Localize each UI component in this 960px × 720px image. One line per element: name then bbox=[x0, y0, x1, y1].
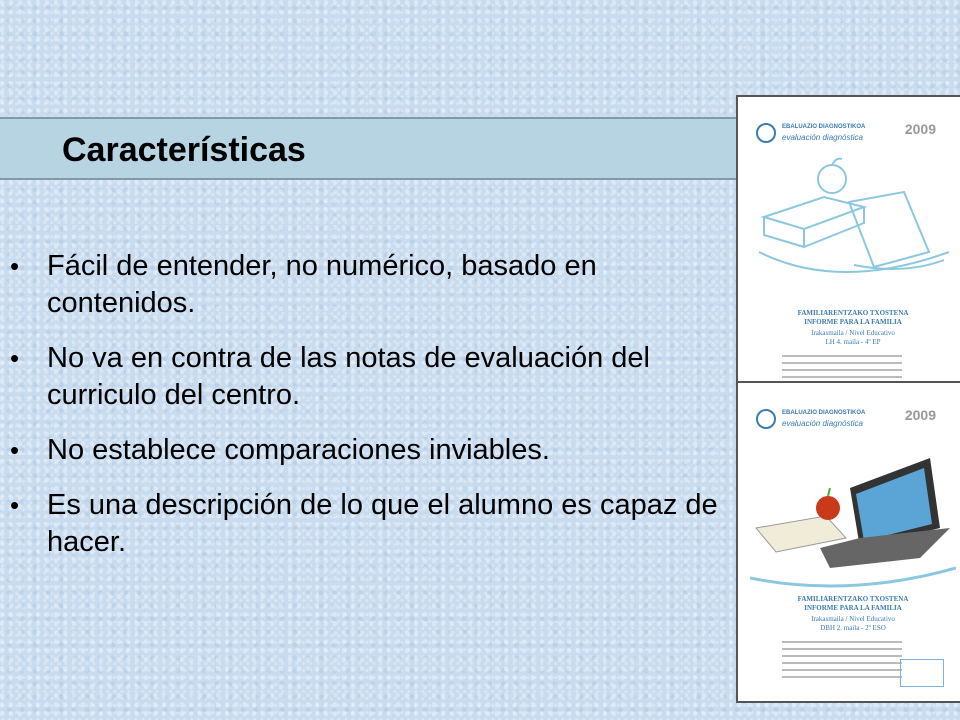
logo: EBALUAZIO DIAGNOSTIKOA evaluación diagnóstica bbox=[756, 409, 876, 431]
laptop-apple-illustration bbox=[750, 438, 956, 588]
label-box bbox=[900, 659, 944, 687]
bullet-icon: • bbox=[10, 490, 20, 520]
report-cover-2009-primary: EBALUAZIO DIAGNOSTIKOA evaluación diagnóstica 2009 FAMILIARENTZAKO TXOSTENA INFORME PARA LA FAMILIA Irakasmaila / Nivel Educativo LH 4. maila - 4º EP bbox=[736, 95, 960, 415]
books-apple-illustration bbox=[754, 157, 954, 287]
bullet-icon: • bbox=[10, 251, 20, 281]
bullet-item: • No establece comparaciones inviables. bbox=[0, 432, 720, 469]
cover-year: 2009 bbox=[904, 121, 936, 137]
bullet-item: • No va en contra de las notas de evaluación del curriculo del centro. bbox=[10, 342, 650, 411]
bullet-item: • Es una descripción de lo que el alumno es capaz de hacer. bbox=[10, 489, 718, 558]
cover-year: 2009 bbox=[904, 407, 936, 423]
magnifier-icon bbox=[756, 409, 776, 429]
form-lines bbox=[782, 641, 902, 683]
bullet-icon: • bbox=[10, 343, 20, 373]
bullet-icon: • bbox=[10, 435, 20, 465]
logo: EBALUAZIO DIAGNOSTIKOA evaluación diagnóstica bbox=[756, 123, 876, 145]
title-bar bbox=[0, 117, 760, 180]
bullet-item: • Fácil de entender, no numérico, basado en contenidos. bbox=[10, 250, 597, 319]
bullet-list bbox=[0, 248, 720, 579]
magnifier-icon bbox=[756, 123, 776, 143]
slide-title: Características bbox=[62, 131, 306, 169]
report-cover-2009-secondary: EBALUAZIO DIAGNOSTIKOA evaluación diagnóstica 2009 FAMILIARENTZAKO TXOSTENA INFORME PARA LA FAMILIA Irakasmaila / Nivel Educativo DBH 2. maila - 2º ESO bbox=[736, 381, 960, 703]
